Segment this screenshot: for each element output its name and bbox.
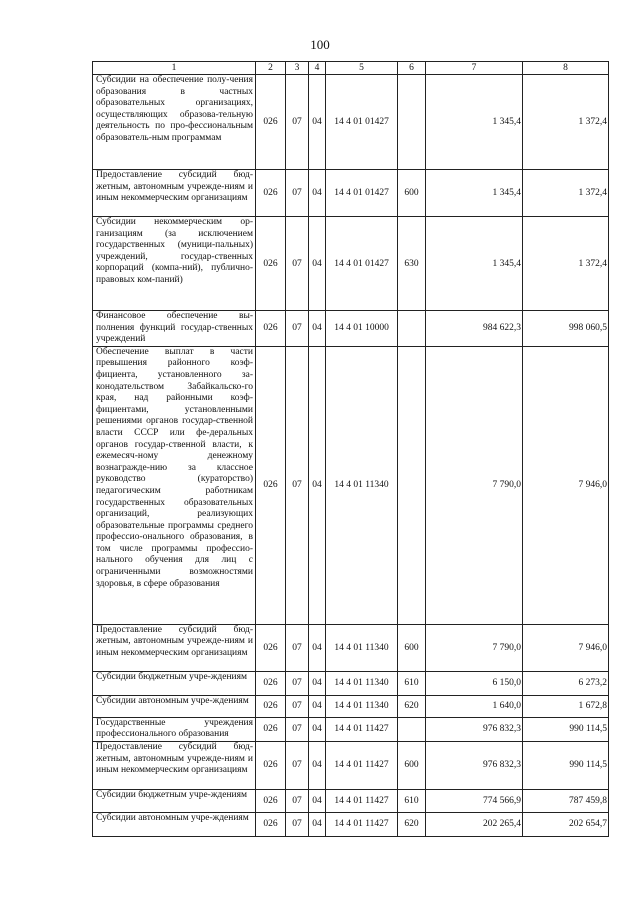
column-header: 4 [309, 62, 326, 75]
target-article-cell: 14 4 01 11340 [326, 346, 398, 624]
target-article-cell: 14 4 01 01427 [326, 75, 398, 170]
section-cell: 07 [286, 311, 309, 347]
column-header: 5 [326, 62, 398, 75]
admin-code-cell: 026 [256, 741, 286, 789]
subsection-cell: 04 [309, 217, 326, 311]
row-name-cell: Субсидии автономным учре-ждениям [93, 812, 256, 836]
subsection-cell: 04 [309, 624, 326, 671]
table-row [93, 75, 609, 170]
table-row [93, 671, 609, 695]
amount-year-2-cell: 1 372,4 [523, 217, 609, 311]
table-row [93, 624, 609, 671]
section-cell: 07 [286, 170, 309, 217]
expense-type-cell: 630 [398, 217, 426, 311]
amount-year-1-cell: 976 832,3 [426, 741, 523, 789]
target-article-cell: 14 4 01 11427 [326, 717, 398, 741]
subsection-cell: 04 [309, 346, 326, 624]
row-name-cell: Государственные учреждения профессионального образования [93, 717, 256, 741]
amount-year-2-cell: 787 459,8 [523, 789, 609, 812]
amount-year-2-cell: 6 273,2 [523, 671, 609, 695]
table-row [93, 311, 609, 347]
subsection-cell: 04 [309, 75, 326, 170]
section-cell: 07 [286, 346, 309, 624]
budget-table [92, 61, 609, 837]
table-row [93, 695, 609, 717]
section-cell: 07 [286, 812, 309, 836]
expense-type-cell [398, 717, 426, 741]
table-row [93, 812, 609, 836]
table-row [93, 170, 609, 217]
amount-year-2-cell: 202 654,7 [523, 812, 609, 836]
target-article-cell: 14 4 01 11427 [326, 789, 398, 812]
admin-code-cell: 026 [256, 695, 286, 717]
subsection-cell: 04 [309, 812, 326, 836]
amount-year-1-cell: 1 345,4 [426, 217, 523, 311]
section-cell: 07 [286, 75, 309, 170]
amount-year-2-cell: 990 114,5 [523, 717, 609, 741]
expense-type-cell: 610 [398, 789, 426, 812]
expense-type-cell: 620 [398, 695, 426, 717]
page-number: 100 [310, 37, 330, 52]
target-article-cell: 14 4 01 11340 [326, 671, 398, 695]
expense-type-cell [398, 346, 426, 624]
target-article-cell: 14 4 01 11427 [326, 812, 398, 836]
admin-code-cell: 026 [256, 717, 286, 741]
amount-year-1-cell: 6 150,0 [426, 671, 523, 695]
admin-code-cell: 026 [256, 812, 286, 836]
admin-code-cell: 026 [256, 789, 286, 812]
table-row [93, 217, 609, 311]
row-name-cell: Субсидии бюджетным учре-ждениям [93, 789, 256, 812]
target-article-cell: 14 4 01 01427 [326, 170, 398, 217]
row-name-cell: Субсидии бюджетным учре-ждениям [93, 671, 256, 695]
row-name-cell: Предоставление субсидий бюд-жетным, автономным учрежде-ниям и иным некоммерческим организациям [93, 741, 256, 789]
expense-type-cell: 600 [398, 624, 426, 671]
column-header: 3 [286, 62, 309, 75]
row-name-cell: Субсидии на обеспечение полу-чения образования в частных образовательных организациях, осуществляющих образова-тельную деятельность по про-фессиональным образователь-ным программам [93, 75, 256, 170]
column-number-row [93, 62, 609, 75]
target-article-cell: 14 4 01 10000 [326, 311, 398, 347]
amount-year-1-cell: 7 790,0 [426, 346, 523, 624]
section-cell: 07 [286, 671, 309, 695]
expense-type-cell: 620 [398, 812, 426, 836]
subsection-cell: 04 [309, 170, 326, 217]
admin-code-cell: 026 [256, 311, 286, 347]
row-name-cell: Субсидии автономным учре-ждениям [93, 695, 256, 717]
amount-year-2-cell: 7 946,0 [523, 624, 609, 671]
section-cell: 07 [286, 789, 309, 812]
amount-year-2-cell: 990 114,5 [523, 741, 609, 789]
target-article-cell: 14 4 01 11340 [326, 624, 398, 671]
target-article-cell: 14 4 01 01427 [326, 217, 398, 311]
amount-year-2-cell: 1 372,4 [523, 170, 609, 217]
row-name-cell: Предоставление субсидий бюд-жетным, автономным учрежде-ниям и иным некоммерческим организациям [93, 624, 256, 671]
amount-year-2-cell: 998 060,5 [523, 311, 609, 347]
amount-year-2-cell: 1 672,8 [523, 695, 609, 717]
admin-code-cell: 026 [256, 346, 286, 624]
amount-year-1-cell: 984 622,3 [426, 311, 523, 347]
admin-code-cell: 026 [256, 170, 286, 217]
expense-type-cell: 600 [398, 741, 426, 789]
amount-year-1-cell: 1 640,0 [426, 695, 523, 717]
section-cell: 07 [286, 217, 309, 311]
expense-type-cell: 600 [398, 170, 426, 217]
row-name-cell: Обеспечение выплат в части превышения районного коэф-фициента, установленного за-конодательством Забайкальско-го края, над районными коэф-фициентами, установленными решениями органов государ-ственной власти СССР или фе-деральных органов государ-ственной власти, к ежемесяч-ному денежному вознагражде-нию за классное руководство (кураторство) педагогическим работникам государственных образовательных организаций, реализующих образовательные программы среднего профессио-онального образования, в том числе программы профессио-нального обучения для лиц с ограниченными возможностями здоровья, в сфере образования [93, 346, 256, 624]
subsection-cell: 04 [309, 789, 326, 812]
target-article-cell: 14 4 01 11427 [326, 741, 398, 789]
expense-type-cell: 610 [398, 671, 426, 695]
column-header: 1 [93, 62, 256, 75]
subsection-cell: 04 [309, 671, 326, 695]
section-cell: 07 [286, 624, 309, 671]
subsection-cell: 04 [309, 717, 326, 741]
amount-year-2-cell: 1 372,4 [523, 75, 609, 170]
admin-code-cell: 026 [256, 624, 286, 671]
admin-code-cell: 026 [256, 75, 286, 170]
row-name-cell: Предоставление субсидий бюд-жетным, автономным учрежде-ниям и иным некоммерческим организациям [93, 170, 256, 217]
amount-year-1-cell: 1 345,4 [426, 170, 523, 217]
expense-type-cell [398, 75, 426, 170]
admin-code-cell: 026 [256, 671, 286, 695]
row-name-cell: Субсидии некоммерческим ор-ганизациям (за исключением государственных (муници-пальных) учреждений, государ-ственных корпораций (компа-ний), публично-правовых ком-паний) [93, 217, 256, 311]
amount-year-2-cell: 7 946,0 [523, 346, 609, 624]
target-article-cell: 14 4 01 11340 [326, 695, 398, 717]
expense-type-cell [398, 311, 426, 347]
admin-code-cell: 026 [256, 217, 286, 311]
column-header: 6 [398, 62, 426, 75]
subsection-cell: 04 [309, 741, 326, 789]
section-cell: 07 [286, 741, 309, 789]
table-row [93, 717, 609, 741]
amount-year-1-cell: 7 790,0 [426, 624, 523, 671]
section-cell: 07 [286, 695, 309, 717]
table-row [93, 346, 609, 624]
amount-year-1-cell: 202 265,4 [426, 812, 523, 836]
amount-year-1-cell: 774 566,9 [426, 789, 523, 812]
row-name-cell: Финансовое обеспечение вы-полнения функций государ-ственных учреждений [93, 311, 256, 347]
column-header: 2 [256, 62, 286, 75]
section-cell: 07 [286, 717, 309, 741]
column-header: 8 [523, 62, 609, 75]
amount-year-1-cell: 1 345,4 [426, 75, 523, 170]
column-header: 7 [426, 62, 523, 75]
subsection-cell: 04 [309, 311, 326, 347]
table-row [93, 789, 609, 812]
amount-year-1-cell: 976 832,3 [426, 717, 523, 741]
subsection-cell: 04 [309, 695, 326, 717]
table-row [93, 741, 609, 789]
